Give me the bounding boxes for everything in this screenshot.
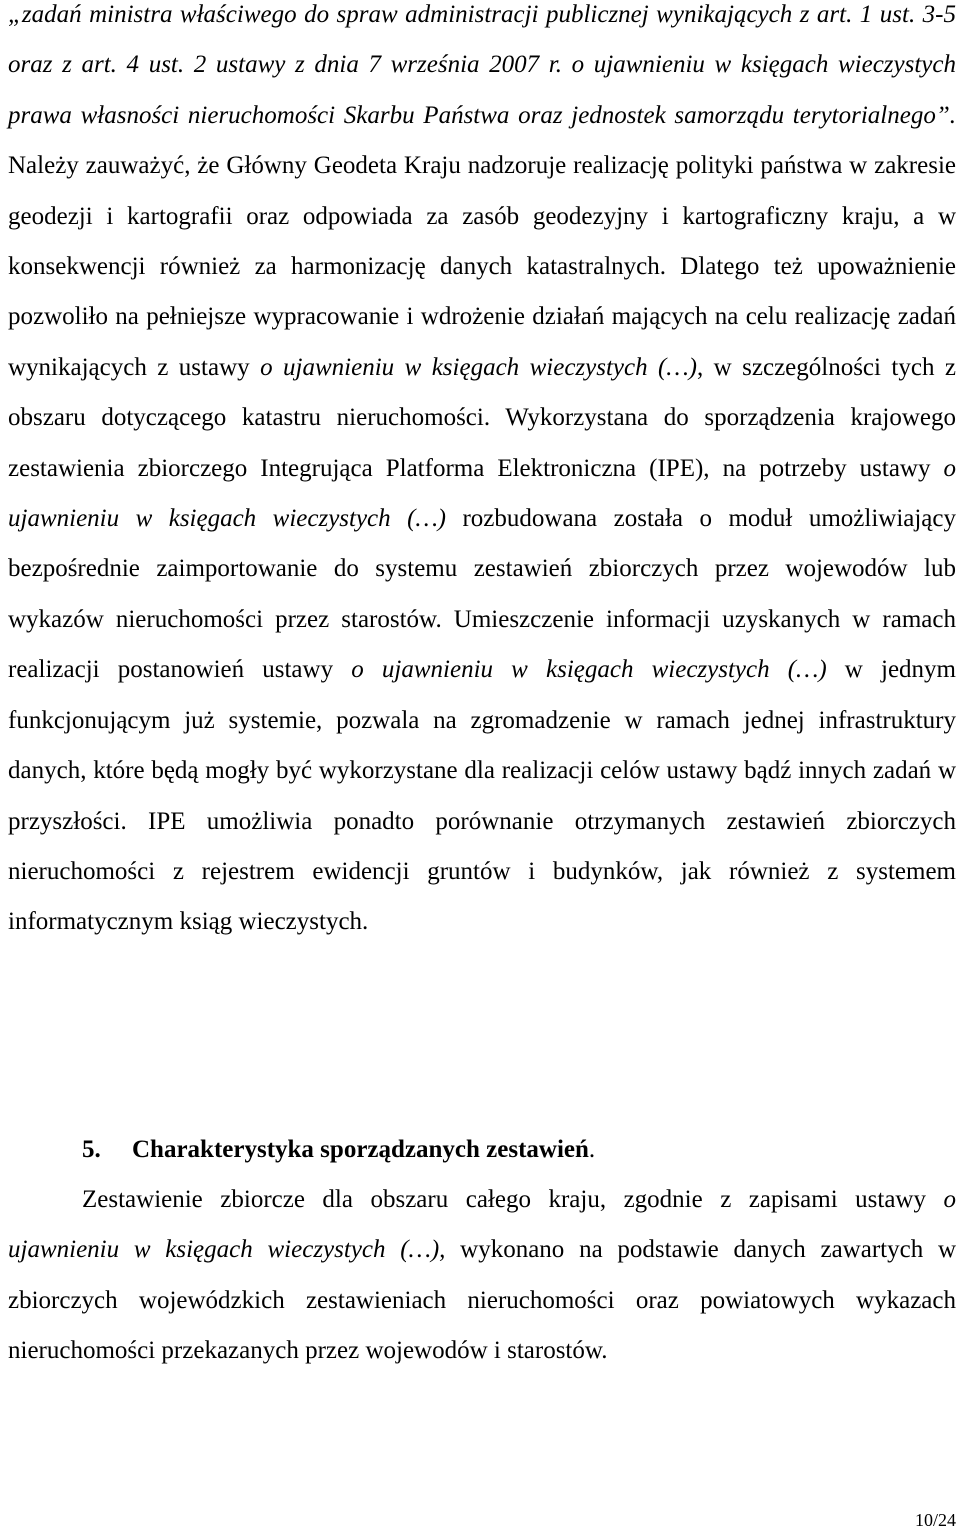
page-number: 10/24 xyxy=(914,1510,956,1530)
paragraph-text: rozbudowana została o moduł umożliwiający bezpośrednie zaimportowanie do systemu zestawień zbiorczych przez wojewodów lub wykazów nieruchomości przez starostów. Umieszczenie informacji uzyskanych w ramach realizacji postanowień ustawy xyxy=(8,505,956,684)
body-paragraph-2 xyxy=(8,1175,956,1377)
statute-title-italic: o ujawnieniu w księgach wieczystych (…) xyxy=(351,656,827,684)
quoted-passage: „zadań ministra właściwego do spraw administracji publicznej wynikających z art. 1 ust. 3-5 oraz z art. 4 ust. 2 ustawy z dnia 7 września 2007 r. o ujawnieniu w księgach wieczystych prawa własności nieruchomości Skarbu Państwa oraz jednostek samorządu terytorialnego”. xyxy=(8,1,956,129)
paragraph-text: w jednym funkcjonującym już systemie, pozwala na zgromadzenie w ramach jednej infrastruktury danych, które będą mogły być wykorzystane dla realizacji celów ustawy bądź innych zadań w przyszłości. IPE umożliwia ponadto porównanie otrzymanych zestawień zbiorczych nieruchomości z rejestrem ewidencji gruntów i budynków, jak również z systemem informatycznym ksiąg wieczystych. xyxy=(8,656,956,936)
document-page xyxy=(8,0,956,1365)
statute-title-italic: o ujawnieniu w księgach wieczystych (…), xyxy=(8,1186,956,1264)
statute-title-italic: o ujawnieniu w księgach wieczystych (…) xyxy=(260,353,697,381)
body-paragraph-1 xyxy=(8,0,956,948)
paragraph-text: , w szczególności tych z obszaru dotyczącego katastru nieruchomości. Wykorzystana do sporządzenia krajowego zestawienia zbiorczego Integrująca Platforma Elektroniczna (IPE), na potrzeby ustawy xyxy=(8,353,956,482)
paragraph-text: Zestawienie zbiorcze dla obszaru całego kraju, zgodnie z zapisami ustawy xyxy=(82,1186,944,1213)
section-heading xyxy=(82,1125,595,1175)
statute-title-italic: o ujawnieniu w księgach wieczystych (…) xyxy=(8,454,956,533)
section-number: 5. xyxy=(82,1136,101,1163)
paragraph-text: wykonano na podstawie danych zawartych w zbiorczych wojewódzkich zestawieniach nieruchomości oraz powiatowych wykazach nieruchomości przekazanych przez wojewodów i starostów. xyxy=(8,1236,956,1365)
section-title: Charakterystyka sporządzanych zestawień xyxy=(132,1136,589,1163)
paragraph-text: Należy zauważyć, że Główny Geodeta Kraju nadzoruje realizację polityki państwa w zakresie geodezji i kartografii oraz odpowiada za zasób geodezyjny i kartograficzny kraju, a w konsekwencji również za harmonizację danych katastralnych. Dlatego też upoważnienie pozwoliło na pełniejsze wypracowanie i wdrożenie działań mających na celu realizację zadań wynikających z ustawy xyxy=(8,152,956,381)
section-title-period: . xyxy=(588,1136,596,1163)
